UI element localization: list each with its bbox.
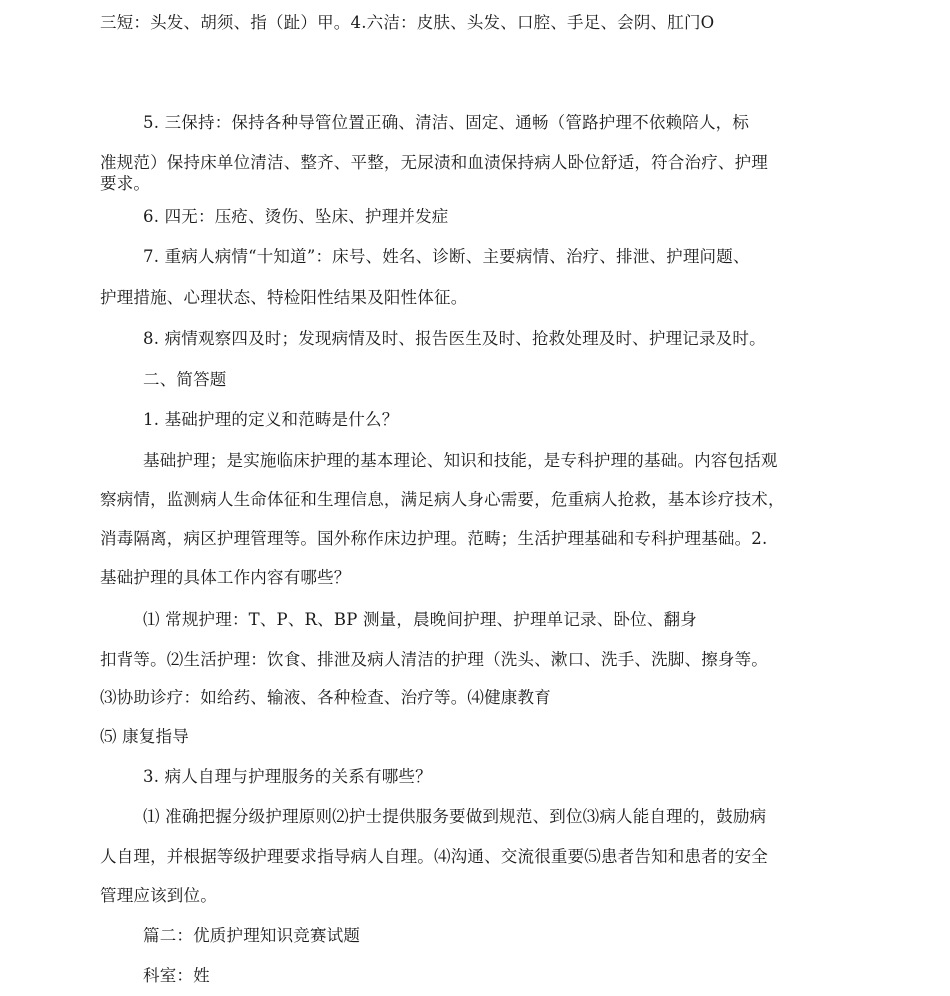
text-line-1: 三短：头发、胡须、指（趾）甲。4.六洁：皮肤、头发、口腔、手足、会阴、肛门O xyxy=(100,13,715,32)
text-line-5: 6. 四无：压疮、烫伤、坠床、护理并发症 xyxy=(143,207,449,226)
text-line-3: 准规范）保持床单位清洁、整齐、平整，无尿渍和血渍保持病人卧位舒适，符合治疗、护理 xyxy=(100,153,768,172)
question-1: 1. 基础护理的定义和范畴是什么？ xyxy=(143,410,399,429)
part-two-title: 篇二：优质护理知识竞赛试题 xyxy=(143,926,361,945)
text-line-8: 8. 病情观察四及时；发现病情及时、报告医生及时、抢救处理及时、护理记录及时。 xyxy=(143,329,766,348)
text-line-18: ⑸ 康复指导 xyxy=(100,727,189,746)
department-name-line: 科室：姓 xyxy=(143,966,210,985)
text-line-2: 5. 三保持：保持各种导管位置正确、清洁、固定、通畅（管路护理不依赖陪人，标 xyxy=(143,113,750,132)
question-3: 3. 病人自理与护理服务的关系有哪些？ xyxy=(143,767,432,786)
text-line-15: ⑴ 常规护理：T、P、R、BP 测量，晨晚间护理、护理单记录、卧位、翻身 xyxy=(143,610,697,629)
text-line-4: 要求。 xyxy=(100,174,151,193)
text-line-11: 基础护理；是实施临床护理的基本理论、知识和技能，是专科护理的基础。内容包括观 xyxy=(143,451,778,470)
question-2: 基础护理的具体工作内容有哪些？ xyxy=(100,568,351,587)
text-line-12: 察病情，监测病人生命体征和生理信息，满足病人身心需要，危重病人抢救，基本诊疗技术， xyxy=(100,490,785,509)
text-line-21: 人自理，并根据等级护理要求指导病人自理。⑷沟通、交流很重要⑸患者告知和患者的安全 xyxy=(100,847,768,866)
text-line-17: ⑶协助诊疗：如给药、输液、各种检查、治疗等。⑷健康教育 xyxy=(100,688,551,707)
text-line-7: 护理措施、心理状态、特检阳性结果及阳性体征。 xyxy=(100,288,468,307)
text-line-6: 7. 重病人病情“十知道”：床号、姓名、诊断、主要病情、治疗、排泄、护理问题、 xyxy=(143,247,750,266)
text-line-22: 管理应该到位。 xyxy=(100,886,217,905)
section-heading: 二、简答题 xyxy=(143,370,227,389)
text-line-16: 扣背等。⑵生活护理：饮食、排泄及病人清洁的护理（洗头、漱口、洗手、洗脚、擦身等。 xyxy=(100,650,768,669)
text-line-20: ⑴ 准确把握分级护理原则⑵护士提供服务要做到规范、到位⑶病人能自理的，鼓励病 xyxy=(143,807,767,826)
text-line-13: 消毒隔离，病区护理管理等。国外称作床边护理。范畴；生活护理基础和专科护理基础。2. xyxy=(100,529,768,548)
